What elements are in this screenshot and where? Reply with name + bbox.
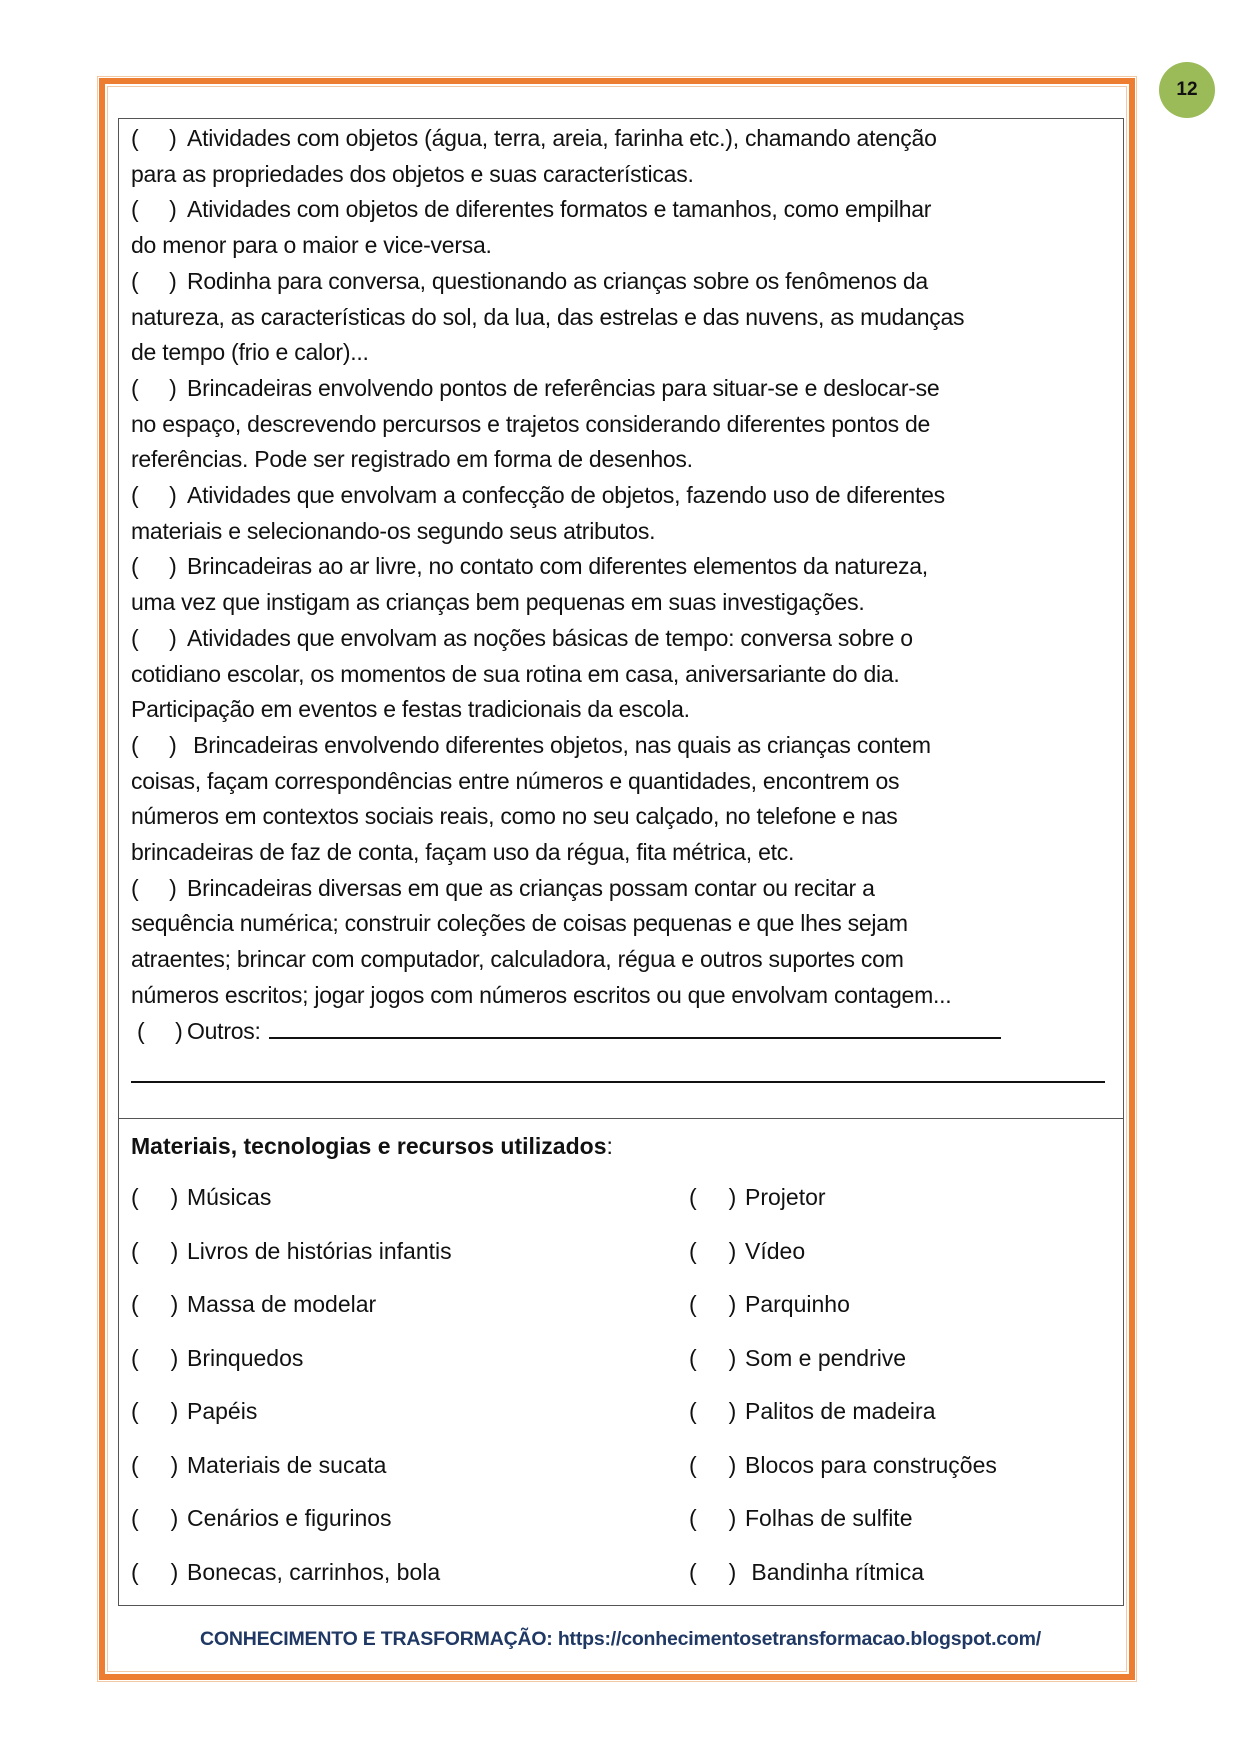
activity-checkbox[interactable]: ( ) xyxy=(131,731,177,758)
material-option-left xyxy=(131,1287,376,1322)
activity-option xyxy=(131,478,1111,514)
material-checkbox[interactable]: ( ) xyxy=(131,1184,179,1210)
material-checkbox[interactable]: ( ) xyxy=(131,1344,179,1371)
material-checkbox[interactable]: ( ) xyxy=(689,1558,737,1585)
activity-text: Atividades que envolvam as noções básicas de tempo: conversa sobre o xyxy=(187,624,913,651)
activity-option xyxy=(131,192,1111,228)
activity-text: natureza, as características do sol, da lua, das estrelas e das nuvens, as mudanças xyxy=(131,303,965,330)
material-checkbox[interactable]: ( ) xyxy=(131,1237,179,1264)
footer-credit: CONHECIMENTO E TRASFORMAÇÃO: https://conhecimentosetransformacao.blogspot.com/ xyxy=(199,1628,1042,1650)
activity-option xyxy=(131,621,1111,657)
material-checkbox[interactable]: ( ) xyxy=(689,1505,737,1531)
others-label: Outros: xyxy=(187,1017,261,1044)
activity-text: brincadeiras de faz de conta, façam uso da régua, fita métrica, etc. xyxy=(131,839,795,866)
materials-row xyxy=(131,1234,1111,1288)
activity-option xyxy=(131,728,1111,764)
activity-option-continuation xyxy=(131,835,1111,871)
activity-option-continuation xyxy=(131,514,1111,550)
activity-checkbox[interactable]: ( ) xyxy=(131,374,177,401)
material-label: Blocos para construções xyxy=(745,1451,997,1478)
activity-option-continuation xyxy=(131,692,1111,728)
materials-row xyxy=(131,1448,1111,1502)
material-option-right xyxy=(689,1448,997,1483)
material-label: Bandinha rítmica xyxy=(745,1558,924,1585)
material-option-left xyxy=(131,1341,303,1376)
activity-option-continuation xyxy=(131,228,1111,264)
activity-text: para as propriedades dos objetos e suas características. xyxy=(131,160,694,187)
others-input-line[interactable] xyxy=(269,1017,1001,1039)
activity-text: Atividades que envolvam a confecção de objetos, fazendo uso de diferentes xyxy=(187,482,945,509)
page-number: 12 xyxy=(1176,79,1198,100)
material-checkbox[interactable]: ( ) xyxy=(689,1184,737,1210)
material-label: Palitos de madeira xyxy=(745,1398,936,1424)
material-option-right xyxy=(689,1234,805,1269)
material-label: Massa de modelar xyxy=(187,1291,377,1317)
activity-option-others xyxy=(131,1014,1111,1050)
blank-underline xyxy=(131,1059,1105,1083)
activity-option-continuation xyxy=(131,906,1111,942)
material-label: Folhas de sulfite xyxy=(745,1505,913,1531)
others-input-line-2[interactable] xyxy=(131,1059,1111,1083)
materials-section xyxy=(119,1119,1123,1608)
activity-text: referências. Pode ser registrado em forma de desenhos. xyxy=(131,446,693,473)
activity-option xyxy=(131,549,1111,585)
materials-row xyxy=(131,1394,1111,1448)
activity-text: no espaço, descrevendo percursos e trajetos considerando diferentes pontos de xyxy=(131,410,931,437)
activity-text: Brincadeiras ao ar livre, no contato com diferentes elementos da natureza, xyxy=(187,553,928,580)
activity-text: números em contextos sociais reais, como no seu calçado, no telefone e nas xyxy=(131,803,898,830)
activity-checkbox[interactable]: ( ) xyxy=(131,874,177,901)
activity-text: materiais e selecionando-os segundo seus atributos. xyxy=(131,517,656,544)
activity-checkbox[interactable]: ( ) xyxy=(131,624,177,651)
material-checkbox[interactable]: ( ) xyxy=(131,1398,179,1424)
activity-text: cotidiano escolar, os momentos de sua rotina em casa, aniversariante do dia. xyxy=(131,660,900,687)
activity-option xyxy=(131,871,1111,907)
materials-title-colon: : xyxy=(606,1133,613,1159)
materials-title xyxy=(131,1129,1111,1164)
materials-title-text: Materiais, tecnologias e recursos utilizados xyxy=(131,1133,607,1159)
activity-text: Brincadeiras envolvendo pontos de referências para situar-se e deslocar-se xyxy=(187,374,940,401)
activity-checkbox[interactable]: ( ) xyxy=(131,553,177,580)
material-label: Papéis xyxy=(187,1398,258,1424)
activity-text: Rodinha para conversa, questionando as crianças sobre os fenômenos da xyxy=(187,267,928,294)
material-checkbox[interactable]: ( ) xyxy=(689,1344,737,1371)
material-option-right xyxy=(689,1341,906,1376)
material-checkbox[interactable]: ( ) xyxy=(131,1505,179,1531)
activity-option-continuation xyxy=(131,157,1111,193)
material-label: Músicas xyxy=(187,1184,272,1210)
material-option-right xyxy=(689,1180,826,1215)
activity-option-continuation xyxy=(131,799,1111,835)
activity-checkbox[interactable]: ( ) xyxy=(131,125,177,151)
activity-checkbox[interactable]: ( ) xyxy=(131,267,177,294)
material-label: Som e pendrive xyxy=(745,1344,907,1371)
material-checkbox[interactable]: ( ) xyxy=(689,1451,737,1478)
materials-row xyxy=(131,1501,1111,1555)
activity-text: Participação em eventos e festas tradicionais da escola. xyxy=(131,696,690,723)
materials-row xyxy=(131,1555,1111,1609)
activities-section xyxy=(119,119,1123,1119)
material-option-right xyxy=(689,1501,912,1536)
materials-row xyxy=(131,1341,1111,1395)
activity-option-continuation xyxy=(131,407,1111,443)
material-option-right xyxy=(689,1287,850,1322)
material-label: Bonecas, carrinhos, bola xyxy=(187,1558,441,1585)
form-table xyxy=(118,118,1124,1606)
material-option-left xyxy=(131,1234,452,1269)
material-checkbox[interactable]: ( ) xyxy=(131,1558,179,1585)
material-label: Cenários e figurinos xyxy=(187,1505,392,1531)
material-option-left xyxy=(131,1501,392,1536)
activity-option-continuation xyxy=(131,657,1111,693)
activity-text: Brincadeiras envolvendo diferentes objetos, nas quais as crianças contem xyxy=(187,731,931,758)
activity-option-continuation xyxy=(131,764,1111,800)
activity-option xyxy=(131,121,1111,157)
activity-text: Brincadeiras diversas em que as crianças possam contar ou recitar a xyxy=(187,874,875,901)
material-label: Vídeo xyxy=(745,1237,806,1264)
material-label: Parquinho xyxy=(745,1291,850,1317)
activity-checkbox[interactable]: ( ) xyxy=(131,482,177,509)
material-option-left xyxy=(131,1180,271,1215)
material-option-right xyxy=(689,1394,936,1429)
activity-option-continuation xyxy=(131,442,1111,478)
materials-checklist xyxy=(131,1180,1111,1608)
materials-row xyxy=(131,1287,1111,1341)
activity-checkbox[interactable]: ( ) xyxy=(131,196,177,223)
material-checkbox[interactable]: ( ) xyxy=(689,1291,737,1317)
activity-option xyxy=(131,371,1111,407)
activity-text: Atividades com objetos (água, terra, areia, farinha etc.), chamando atenção xyxy=(187,125,937,151)
material-label: Materiais de sucata xyxy=(187,1451,387,1478)
activity-text: de tempo (frio e calor)... xyxy=(131,339,369,366)
material-option-left xyxy=(131,1555,440,1590)
activity-text: atraentes; brincar com computador, calculadora, régua e outros suportes com xyxy=(131,946,904,973)
activity-text: sequência numérica; construir coleções de coisas pequenas e que lhes sejam xyxy=(131,910,908,937)
materials-row xyxy=(131,1180,1111,1234)
page-number-badge xyxy=(1159,62,1215,118)
activity-text: uma vez que instigam as crianças bem pequenas em suas investigações. xyxy=(131,589,865,616)
activity-option-continuation xyxy=(131,335,1111,371)
activity-option-continuation xyxy=(131,585,1111,621)
activity-option-continuation xyxy=(131,300,1111,336)
material-label: Projetor xyxy=(745,1184,826,1210)
material-label: Livros de histórias infantis xyxy=(187,1237,452,1264)
others-checkbox[interactable]: ( ) xyxy=(137,1017,183,1044)
activity-text: coisas, façam correspondências entre números e quantidades, encontrem os xyxy=(131,767,900,794)
material-checkbox[interactable]: ( ) xyxy=(131,1451,179,1478)
activity-text: Atividades com objetos de diferentes formatos e tamanhos, como empilhar xyxy=(187,196,932,223)
activity-option xyxy=(131,264,1111,300)
material-checkbox[interactable]: ( ) xyxy=(689,1398,737,1424)
activity-option-continuation xyxy=(131,978,1111,1014)
activity-text: números escritos; jogar jogos com números escritos ou que envolvam contagem... xyxy=(131,981,952,1008)
activity-option-continuation xyxy=(131,942,1111,978)
material-label: Brinquedos xyxy=(187,1344,304,1371)
material-option-left xyxy=(131,1394,257,1429)
activity-text: do menor para o maior e vice-versa. xyxy=(131,232,492,259)
material-option-right xyxy=(689,1555,924,1590)
material-checkbox[interactable]: ( ) xyxy=(689,1237,737,1264)
material-checkbox[interactable]: ( ) xyxy=(131,1291,179,1317)
material-option-left xyxy=(131,1448,386,1483)
